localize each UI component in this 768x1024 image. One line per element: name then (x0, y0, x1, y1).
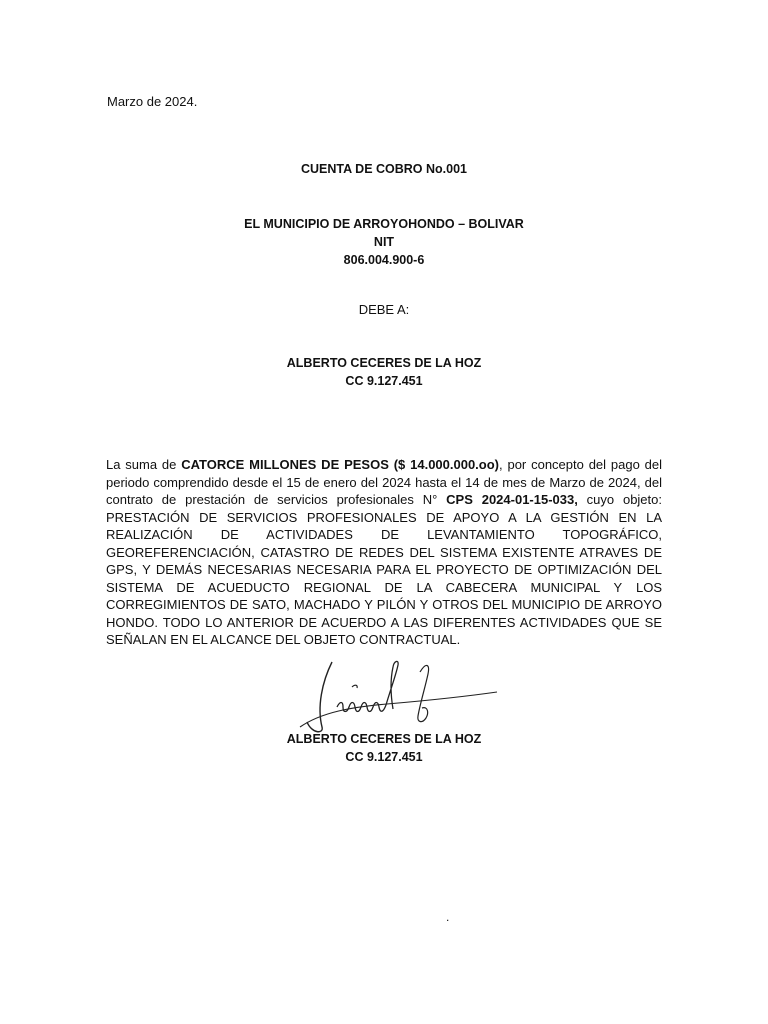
payee-id: CC 9.127.451 (345, 374, 423, 388)
document-date: Marzo de 2024. (107, 94, 198, 109)
document-title: CUENTA DE COBRO No.001 (301, 162, 467, 176)
signer-id: CC 9.127.451 (345, 750, 423, 764)
body-paragraph (106, 456, 662, 649)
municipality-block (0, 215, 768, 269)
amount-text: CATORCE MILLONES DE PESOS ($ 14.000.000.oo) (181, 457, 500, 472)
payee-block (0, 354, 768, 390)
nit-label: NIT (373, 235, 395, 249)
signature-image (292, 652, 502, 742)
nit-number: 806.004.900-6 (343, 253, 425, 267)
body-intro: La suma de (106, 457, 182, 472)
body-object: cuyo objeto: PRESTACIÓN DE SERVICIOS PROFESIONALES DE APOYO A LA GESTIÓN EN LA REALIZACIÓN DE ACTIVIDADES DE LEVANTAMIENTO TOPOGRÁFICO, GEOREFERENCIACIÓN, CATASTRO DE REDES DEL SISTEMA EXISTENTE ATRAVES DE GPS, Y DEMÁS NECESARIAS NECESARIA PARA EL PROYECTO DE OPTIMIZACIÓN DEL SISTEMA DE ACUEDUCTO REGIONAL DE LA CABECERA MUNICIPAL Y LOS CORREGIMIENTOS DE SATO, MACHADO Y PILÓN Y OTROS DEL MUNICIPIO DE ARROYO HONDO. TODO LO ANTERIOR DE ACUERDO A LAS DIFERENTES ACTIVIDADES QUE SE SEÑALAN EN EL ALCANCE DEL OBJETO CONTRACTUAL. (106, 492, 662, 647)
signer-name: ALBERTO CECERES DE LA HOZ (286, 732, 482, 746)
contract-number: CPS 2024-01-15-033, (446, 492, 578, 507)
payee-name: ALBERTO CECERES DE LA HOZ (286, 356, 482, 370)
body-period: , por concepto del pago del periodo comprendido desde el 15 de enero del 2024 hasta el 14 de mes de Marzo de 2024, del contrato de prestación de servicios profesionales N° (106, 457, 663, 507)
municipality-name: EL MUNICIPIO DE ARROYOHONDO – BOLIVAR (244, 217, 524, 231)
debe-label: DEBE A: (358, 302, 410, 317)
signer-block (0, 730, 768, 766)
footer-mark: . (446, 910, 450, 924)
